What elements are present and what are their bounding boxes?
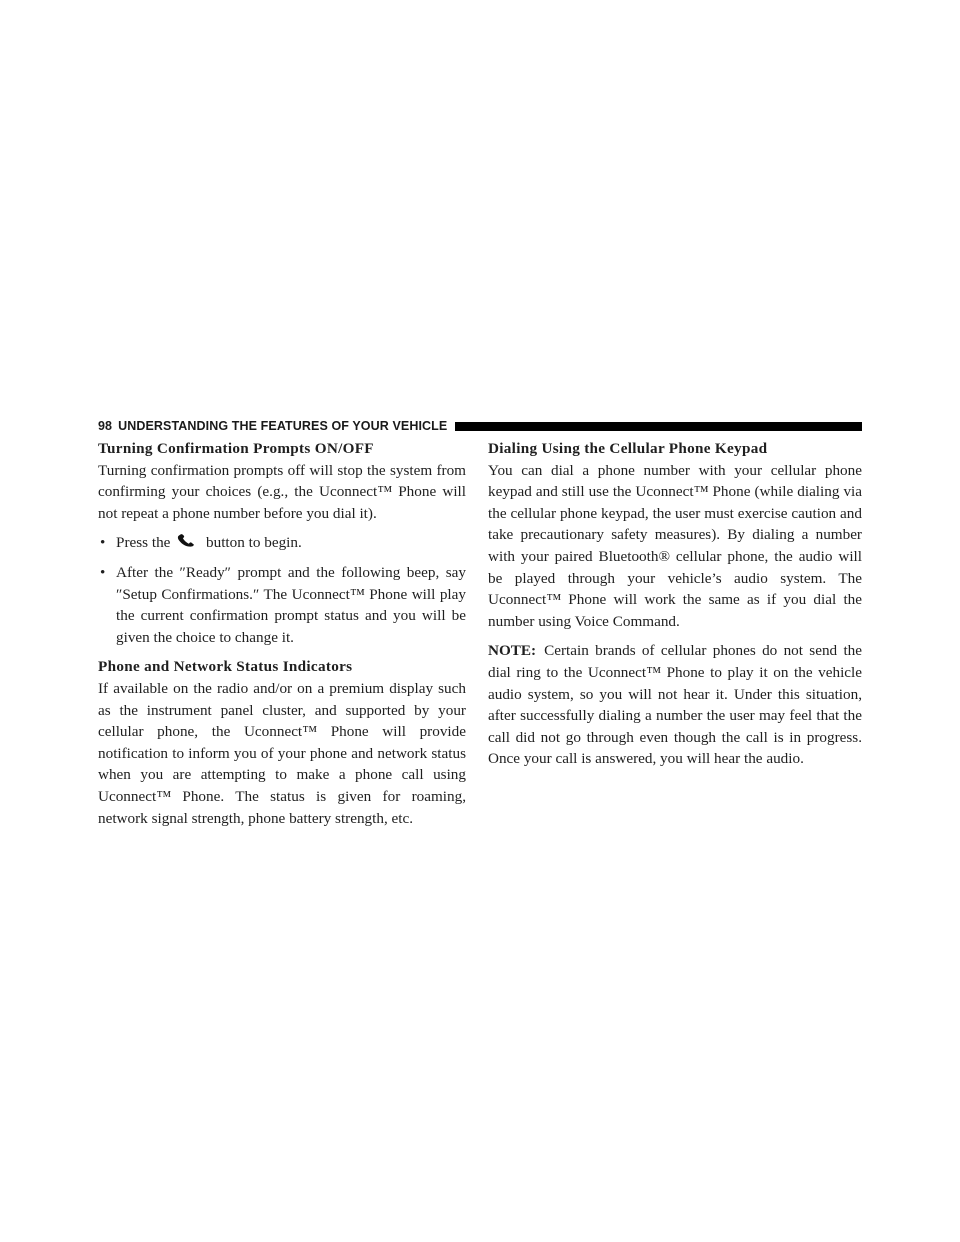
note-text: Certain brands of cellular phones do not send the dial ring to the Uconnect™ Phone to play it on the vehicle audio system, so you will not hear it. Under this situation, after successfully dialing a number the user may feel that the call did not go through even though the call is in progress. Once your call is answered, you will hear the audio.	[488, 642, 862, 768]
note-paragraph	[488, 640, 862, 770]
bullet-dot: •	[100, 534, 106, 552]
page-header	[98, 418, 862, 434]
left-column	[98, 438, 466, 829]
paragraph-confirmation-prompts: Turning confirmation prompts off will stop the system from confirming your choices (e.g., the Uconnect™ Phone will not repeat a phone number before you dial it).	[98, 461, 466, 522]
section-title: UNDERSTANDING THE FEATURES OF YOUR VEHICLE	[118, 419, 448, 433]
paragraph-dialing-keypad: You can dial a phone number with your cellular phone keypad and still use the Uconnect™ Phone (while dialing via the cellular phone keypad, the user must exercise caution and take precautionary safety measures). By dialing a number with your paired Bluetooth® cellular phone, the audio will be played through your vehicle’s audio system. The Uconnect™ Phone will work the same as if you dial the number using Voice Command.	[488, 461, 862, 630]
page-number: 98	[98, 419, 113, 433]
list-item-text-before: Press the	[116, 534, 171, 552]
list-item	[98, 532, 466, 554]
heading-dialing-keypad: Dialing Using the Cellular Phone Keypad	[488, 440, 768, 457]
heading-confirmation-prompts: Turning Confirmation Prompts ON/OFF	[98, 440, 374, 457]
right-column	[488, 438, 862, 770]
note-label: NOTE:	[488, 642, 537, 660]
phone-icon	[176, 534, 198, 548]
bullet-list	[98, 532, 466, 648]
list-item-text-after: button to begin.	[206, 534, 302, 552]
header-rule	[455, 422, 862, 431]
paragraph-status-indicators: If available on the radio and/or on a premium display such as the instrument panel cluster, and supported by your cellular phone, the Uconnect™ Phone will provide notification to inform you of your phone and network status when you are attempting to make a phone call using Uconnect™ Phone. The status is given for roaming, network signal strength, phone battery strength, etc.	[98, 679, 466, 827]
list-item	[98, 562, 466, 648]
heading-status-indicators: Phone and Network Status Indicators	[98, 658, 353, 676]
bullet-dot: •	[100, 563, 106, 581]
list-item-text: After the ″Ready″ prompt and the following beep, say ″Setup Confirmations.″ The Uconnect™ Phone will play the current confirmation prompt status and you will be given the choice to change it.	[116, 563, 466, 646]
